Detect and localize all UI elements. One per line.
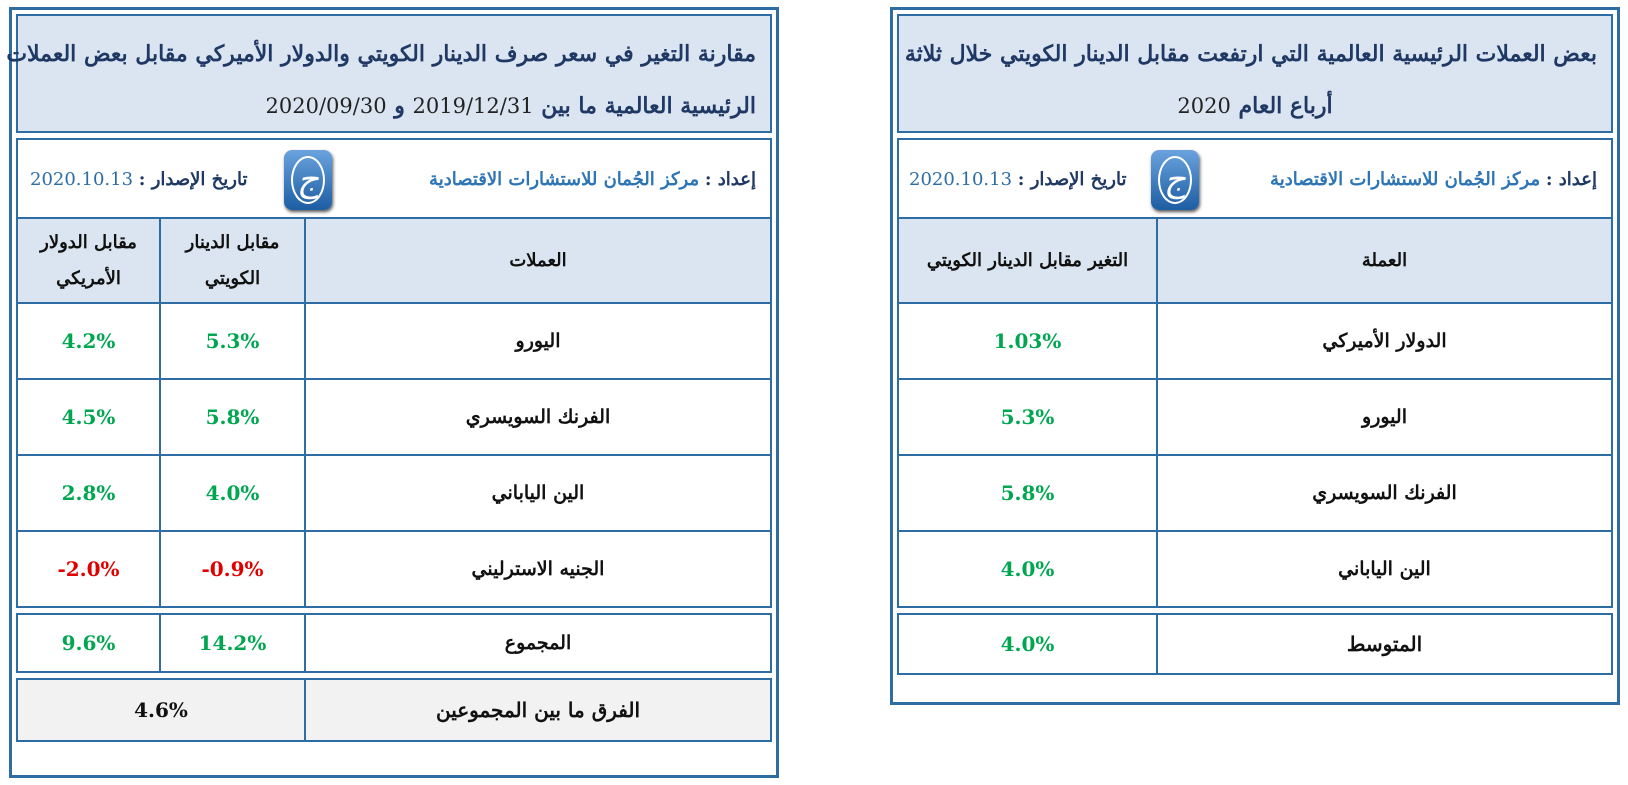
rising-title xyxy=(897,14,1613,133)
table-row-change: 1.03% xyxy=(993,329,1062,353)
issue-date-label: تاريخ الإصدار : xyxy=(1017,169,1127,190)
comparison-credit-bar xyxy=(16,138,772,222)
rising-title-line1: بعض العملات الرئيسية العالمية التي ارتفعت مقابل الدينار الكويتي خلال ثلاثة xyxy=(904,41,1597,67)
header-currency: العملة xyxy=(1158,219,1611,302)
rising-issue-date xyxy=(909,140,1126,220)
comparison-title-date1: 2019/12/31 xyxy=(412,94,534,118)
table-row-name: اليورو xyxy=(1362,406,1407,428)
header-change: التغير مقابل الدينار الكويتي xyxy=(899,219,1156,302)
table-row-kd: -0.9% xyxy=(201,557,264,581)
prepared-by-label: إعداد : xyxy=(704,169,756,190)
difference-value: 4.6% xyxy=(134,698,188,722)
average-label: المتوسط xyxy=(1346,632,1423,656)
difference-row xyxy=(16,678,772,742)
rising-prepared-by xyxy=(1270,140,1597,220)
difference-label: الفرق ما بين المجموعين xyxy=(435,698,641,722)
table-row-change: 4.0% xyxy=(1000,557,1055,581)
table-row-name: الفرنك السويسري xyxy=(465,406,611,428)
total-kd: 14.2% xyxy=(198,631,267,655)
total-label: المجموع xyxy=(504,632,572,654)
total-row xyxy=(16,613,772,673)
table-row-name: اليورو xyxy=(515,330,561,352)
average-value: 4.0% xyxy=(1000,632,1055,656)
rising-currencies-panel xyxy=(890,7,1620,705)
table-row-change: 5.8% xyxy=(1000,481,1055,505)
table-row-name: الدولار الأميركي xyxy=(1322,330,1447,352)
rising-credit-bar xyxy=(897,138,1613,222)
table-row-kd: 5.3% xyxy=(205,329,260,353)
prepared-by-label: إعداد : xyxy=(1545,169,1597,190)
comparison-title-line2 xyxy=(32,80,756,132)
table-row-name: الين الياباني xyxy=(1338,558,1431,580)
table-row-usd: -2.0% xyxy=(57,557,120,581)
comparison-prepared-by xyxy=(429,140,756,220)
comparison-title-date2: 2020/09/30 xyxy=(265,94,387,118)
comparison-issue-date xyxy=(30,140,247,220)
comparison-title-and: و xyxy=(394,93,405,119)
comparison-panel xyxy=(6,7,779,778)
table-row-kd: 4.0% xyxy=(205,481,260,505)
total-usd: 9.6% xyxy=(61,631,116,655)
aljuman-logo-icon: ج xyxy=(284,150,332,210)
header-vs-kd: مقابل الدينار الكويتي xyxy=(161,219,304,302)
table-row-usd: 4.5% xyxy=(61,405,116,429)
aljuman-logo-icon: ج xyxy=(1151,150,1199,210)
table-row-name: الجنيه الاسترليني xyxy=(471,558,605,580)
table-row-kd: 5.8% xyxy=(205,405,260,429)
comparison-table xyxy=(16,217,772,608)
rising-table xyxy=(897,217,1613,608)
issue-date-value: 2020.10.13 xyxy=(30,169,134,190)
table-row-name: الين الياباني xyxy=(491,482,585,504)
header-vs-usd: مقابل الدولار الأمريكي xyxy=(18,219,159,302)
comparison-title-prefix: الرئيسية العالمية ما بين xyxy=(541,93,756,119)
table-row-name: الفرنك السويسري xyxy=(1312,482,1457,504)
issue-date-value: 2020.10.13 xyxy=(909,169,1013,190)
prepared-by-value: مركز الجُمان للاستشارات الاقتصادية xyxy=(429,169,700,190)
prepared-by-value: مركز الجُمان للاستشارات الاقتصادية xyxy=(1270,169,1541,190)
comparison-title xyxy=(6,14,772,133)
table-row-change: 5.3% xyxy=(1000,405,1055,429)
rising-title-prefix: أرباع العام xyxy=(1238,93,1333,119)
issue-date-label: تاريخ الإصدار : xyxy=(138,169,248,190)
rising-title-year: 2020 xyxy=(1177,94,1231,118)
table-row-usd: 2.8% xyxy=(61,481,116,505)
average-row xyxy=(897,613,1613,675)
table-row-usd: 4.2% xyxy=(61,329,116,353)
header-currencies: العملات xyxy=(306,219,770,302)
rising-title-line2 xyxy=(913,80,1597,132)
comparison-title-line1: مقارنة التغير في سعر صرف الدينار الكويتي والدولار الأميركي مقابل بعض العملات xyxy=(6,41,756,67)
